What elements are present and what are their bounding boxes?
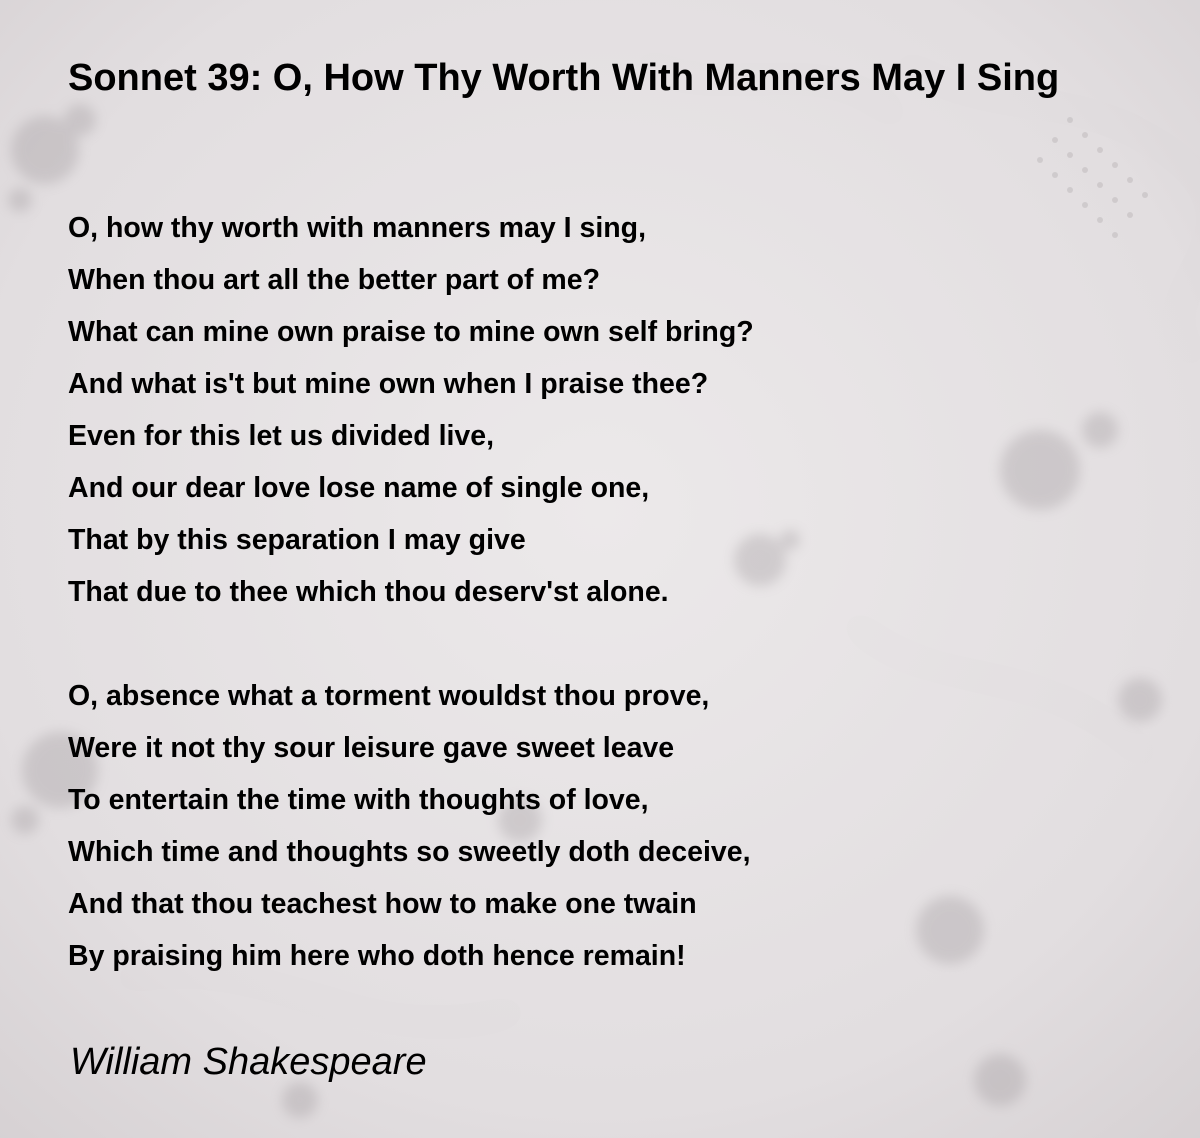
stanza-2 xyxy=(68,670,1128,982)
poem-line: To entertain the time with thoughts of love, xyxy=(68,784,649,816)
stanza-1 xyxy=(68,202,1128,618)
poem-line: By praising him here who doth hence remain! xyxy=(68,940,686,972)
poem-line: Even for this let us divided live, xyxy=(68,420,495,452)
poem-author: William Shakespeare xyxy=(70,1041,427,1083)
poem-line: That by this separation I may give xyxy=(68,524,526,556)
poem-line: O, how thy worth with manners may I sing, xyxy=(68,212,646,244)
poem-line: And that thou teachest how to make one twain xyxy=(68,888,697,920)
poem-line: Were it not thy sour leisure gave sweet leave xyxy=(68,732,675,764)
poem-line: Which time and thoughts so sweetly doth deceive, xyxy=(68,836,751,868)
poem-line: And what is't but mine own when I praise thee? xyxy=(68,368,709,400)
poem-line: What can mine own praise to mine own self bring? xyxy=(68,316,754,348)
poem-line: That due to thee which thou deserv'st alone. xyxy=(68,576,669,608)
poem-title: Sonnet 39: O, How Thy Worth With Manners May I Sing xyxy=(68,57,1060,99)
poem-line: O, absence what a torment wouldst thou prove, xyxy=(68,680,710,712)
poem-line: When thou art all the better part of me? xyxy=(68,264,601,296)
poem-line: And our dear love lose name of single one, xyxy=(68,472,650,504)
